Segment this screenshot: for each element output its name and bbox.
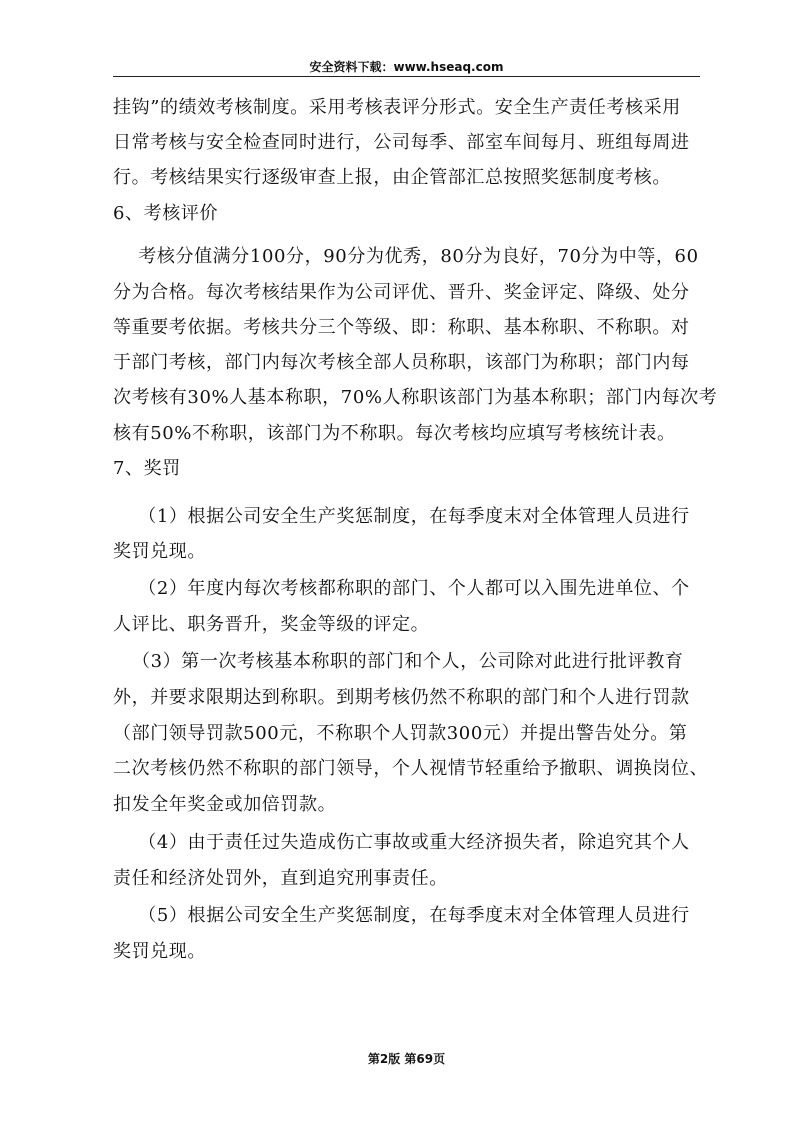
body-line: 日常考核与安全检查同时进行，公司每季、部室车间每月、班组每周进 [113,132,690,153]
section-heading: 7、奖罚 [113,458,181,479]
body-line: 奖罚兑现。 [113,541,206,562]
body-line: 扣发全年奖金或加倍罚款。 [113,794,337,815]
body-line: （3）第一次考核基本称职的部门和个人，公司除对此进行批评教育 [113,651,684,672]
page-header: 安全资料下载：www.hseaq.com [309,60,504,74]
body-line: 行。考核结果实行逐级审查上报，由企管部汇总按照奖惩制度考核。 [113,167,671,188]
body-line: 次考核有30%人基本称职，70%人称职该部门为基本称职；部门内每次考 [113,387,718,408]
body-line: 挂钩”的绩效考核制度。采用考核表评分形式。安全生产责任考核采用 [113,97,681,118]
body-line: （1）根据公司安全生产奖惩制度，在每季度末对全体管理人员进行 [113,506,690,527]
body-line: 分为合格。每次考核结果作为公司评优、晋升、奖金评定、降级、处分 [113,282,690,303]
body-line: （2）年度内每次考核都称职的部门、个人都可以入围先进单位、个 [113,578,690,599]
body-line: 人评比、职务晋升，奖金等级的评定。 [113,614,430,635]
section-heading: 6、考核评价 [113,203,219,224]
body-line: 奖罚兑现。 [113,941,206,962]
body-line: 考核分值满分100分，90分为优秀，80分为良好，70分为中等，60 [113,246,699,267]
body-line: 等重要考依据。考核共分三个等级、即：称职、基本称职、不称职。对 [113,317,690,338]
body-line: 核有50%不称职，该部门为不称职。每次考核均应填写考核统计表。 [113,423,676,444]
header-rule [113,76,700,77]
body-line: 外，并要求限期达到称职。到期考核仍然不称职的部门和个人进行罚款 [113,687,690,708]
body-line: （5）根据公司安全生产奖惩制度，在每季度末对全体管理人员进行 [113,905,690,926]
body-line: 二次考核仍然不称职的部门领导，个人视情节轻重给予撤职、调换岗位、 [113,758,709,779]
page-footer: 第2版 第69页 [367,1052,446,1066]
body-line: 责任和经济处罚外，直到追究刑事责任。 [113,868,448,889]
body-line: 于部门考核，部门内每次考核全部人员称职，该部门为称职；部门内每 [113,352,690,373]
body-line: （4）由于责任过失造成伤亡事故或重大经济损失者，除追究其个人 [113,832,690,853]
body-line: （部门领导罚款500元，不称职个人罚款300元）并提出警告处分。第 [113,723,688,744]
